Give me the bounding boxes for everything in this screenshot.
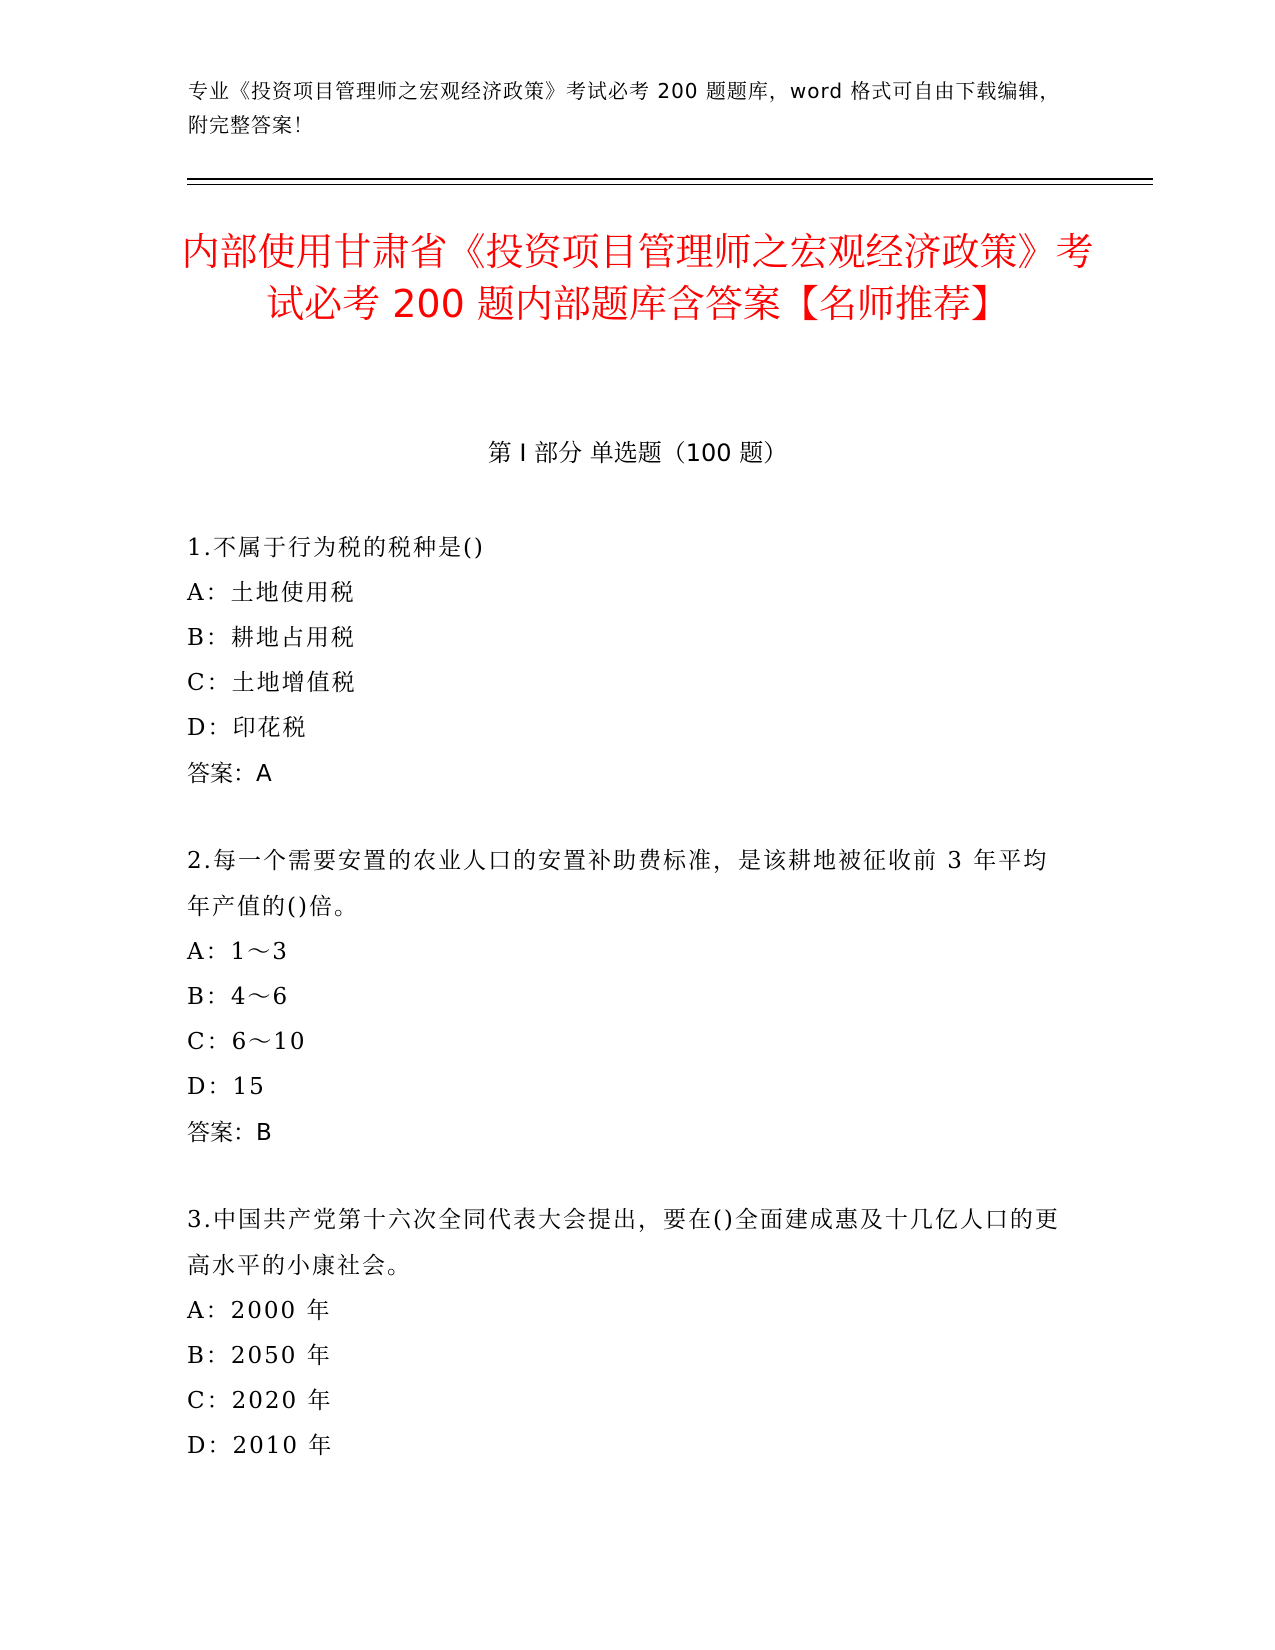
question-item [187, 525, 1067, 797]
header-divider-thick [187, 178, 1153, 180]
option-d: D：2010 年 [187, 1433, 334, 1459]
header-note: 专业《投资项目管理师之宏观经济政策》考试必考 200 题题库，word 格式可自由下载编辑，附完整答案！ [188, 79, 1061, 137]
option-d: D：印花税 [187, 715, 308, 741]
question-list [187, 525, 1067, 1510]
option-c: C：6～10 [187, 1029, 307, 1055]
option-c: C：2020 年 [187, 1388, 333, 1414]
option-a: A：2000 年 [187, 1298, 332, 1324]
header-divider-thin [187, 184, 1153, 185]
option-c: C：土地增值税 [187, 670, 357, 696]
option-b: B：4～6 [187, 984, 290, 1010]
question-item [187, 838, 1067, 1156]
option-b: B：2050 年 [187, 1343, 332, 1369]
answer-line: 答案：A [187, 761, 272, 787]
section-title: 第 I 部分 单选题（100 题） [487, 439, 788, 467]
question-item [187, 1197, 1067, 1469]
question-stem: 2.每一个需要安置的农业人口的安置补助费标准，是该耕地被征收前 3 年平均年产值的()倍。 [187, 848, 1049, 920]
option-d: D：15 [187, 1074, 266, 1100]
question-stem: 3.中国共产党第十六次全同代表大会提出，要在()全面建成惠及十几亿人口的更高水平的小康社会。 [187, 1207, 1060, 1279]
answer-line: 答案：B [187, 1120, 272, 1146]
option-a: A：土地使用税 [187, 580, 356, 606]
document-title: 内部使用甘肃省《投资项目管理师之宏观经济政策》考试必考 200 题内部题库含答案【名师推荐】 [181, 230, 1094, 326]
question-stem: 1.不属于行为税的税种是() [187, 535, 485, 561]
option-b: B：耕地占用税 [187, 625, 356, 651]
option-a: A：1～3 [187, 939, 289, 965]
